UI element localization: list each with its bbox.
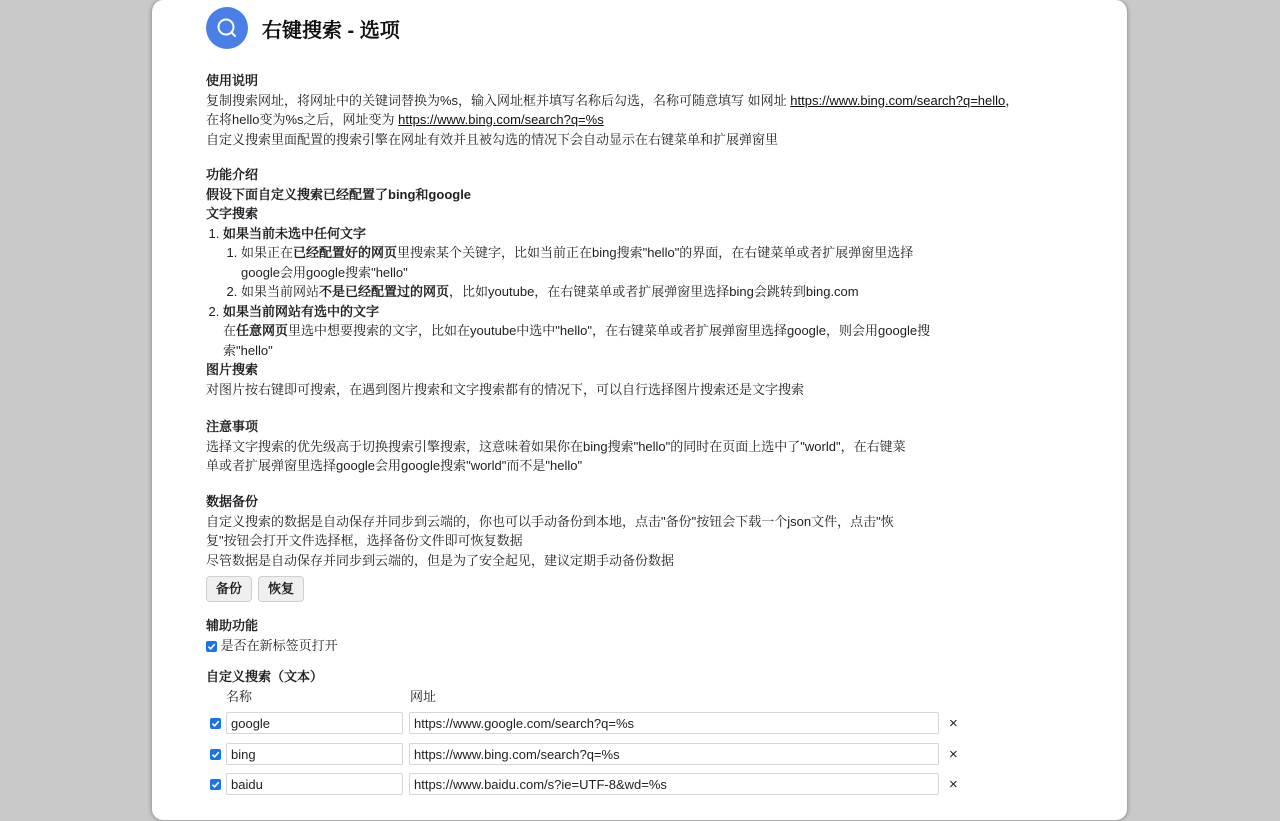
close-icon[interactable]: ×	[949, 745, 958, 763]
search-row	[210, 742, 958, 766]
col-url-header: 网址	[410, 689, 437, 704]
search-row	[210, 711, 958, 735]
col-name-header: 名称	[226, 689, 253, 704]
feature-subitem-1-b: 已经配置好的网页	[293, 245, 398, 260]
usage-line-1-text: 复制搜索网址，将网址中的关键词替换为%s，输入网址框并填写名称后勾选，名称可随意填写 如网址	[206, 92, 791, 108]
feature-subitem-2-c: ，比如youtube，在右键菜单或者扩展弹窗里选择bing会跳转到bing.com	[449, 284, 859, 299]
close-icon[interactable]: ×	[949, 714, 958, 732]
usage-line-1	[206, 91, 1066, 111]
feature-subitem-2-b: 不是已经配置过的网页	[319, 284, 450, 299]
features-assumption: 假设下面自定义搜索已经配置了bing和google	[206, 186, 472, 202]
feature-item-1	[223, 224, 936, 302]
bing-example-link[interactable]: https://www.bing.com/search?q=hello	[790, 92, 1006, 108]
search-row	[210, 772, 958, 796]
backup-section	[206, 492, 916, 602]
usage-section	[206, 71, 1066, 149]
feature-subitem-1-a: 如果正在	[241, 245, 294, 260]
feature-list	[206, 224, 936, 361]
feature-item-2-c: 里选中想要搜索的文字，比如在youtube中选中"hello"，在右键菜单或者扩展弹窗里选择google，则会用google搜索"hello"	[223, 323, 931, 358]
row-url-input[interactable]: https://www.bing.com/search?q=%s	[409, 743, 939, 765]
page-header	[206, 8, 400, 48]
new-tab-label: 是否在新标签页打开	[220, 637, 338, 653]
features-heading: 功能介绍	[206, 167, 259, 182]
custom-search-heading-wrap	[206, 667, 606, 687]
backup-button[interactable]: 备份	[206, 576, 252, 602]
backup-heading: 数据备份	[206, 494, 259, 509]
page-title: 右键搜索 - 选项	[262, 19, 400, 42]
bing-template-link[interactable]: https://www.bing.com/search?q=%s	[398, 112, 604, 127]
usage-line-2-text: 在将hello变为%s之后，网址变为	[206, 112, 399, 127]
feature-item-2-a: 在	[223, 323, 237, 338]
feature-item-1-title: 如果当前未选中任何文字	[223, 225, 367, 241]
image-search-heading: 图片搜索	[206, 362, 259, 377]
row-url-input[interactable]: https://www.baidu.com/s?ie=UTF-8&wd=%s	[409, 773, 939, 795]
feature-sublist	[223, 243, 936, 302]
notes-heading: 注意事项	[206, 419, 259, 434]
feature-item-2-title: 如果当前网站有选中的文字	[223, 303, 380, 319]
feature-subitem-2	[241, 282, 936, 302]
feature-item-2	[223, 302, 936, 361]
features-section	[206, 165, 936, 399]
assist-section	[206, 616, 606, 655]
backup-buttons	[206, 576, 916, 602]
assist-heading: 辅助功能	[206, 618, 259, 633]
row-name-input[interactable]: google	[226, 712, 403, 734]
backup-text-2: 尽管数据是自动保存并同步到云端的，但是为了安全起见，建议定期手动备份数据	[206, 552, 675, 568]
row-checkbox[interactable]	[210, 779, 221, 790]
image-search-desc: 对图片按右键即可搜索，在遇到图片搜索和文字搜索都有的情况下，可以自行选择图片搜索还是文字搜索	[206, 381, 805, 397]
row-url-input[interactable]: https://www.google.com/search?q=%s	[409, 712, 939, 734]
row-name-input[interactable]: bing	[226, 743, 403, 765]
backup-text-1: 自定义搜索的数据是自动保存并同步到云端的，你也可以手动备份到本地，点击"备份"按钮会下载一个json文件，点击"恢复"按钮会打开文件选择框，选择备份文件即可恢复数据	[206, 513, 894, 548]
options-panel	[151, 0, 1128, 821]
usage-line-2	[206, 110, 1066, 130]
text-search-heading: 文字搜索	[206, 206, 259, 221]
notes-section	[206, 417, 916, 476]
new-tab-option[interactable]	[206, 636, 606, 656]
row-name-input[interactable]: baidu	[226, 773, 403, 795]
close-icon[interactable]: ×	[949, 775, 958, 793]
feature-subitem-1-c: 里搜索某个关键字，比如当前正在bing搜索"hello"的界面，在右键菜单或者扩展弹窗里选择google会用google搜索"hello"	[241, 245, 914, 280]
feature-item-2-b: 任意网页	[236, 323, 289, 338]
usage-heading: 使用说明	[206, 73, 259, 88]
restore-button[interactable]: 恢复	[258, 576, 304, 602]
notes-text: 选择文字搜索的优先级高于切换搜索引擎搜索，这意味着如果你在bing搜索"hello"的同时在页面上选中了"world"，在右键菜单或者扩展弹窗里选择google会用google搜索"world"而不是"hello"	[206, 438, 906, 473]
search-icon	[206, 7, 248, 49]
new-tab-checkbox[interactable]	[206, 641, 217, 652]
row-checkbox[interactable]	[210, 749, 221, 760]
usage-line-3: 自定义搜索里面配置的搜索引擎在网址有效并且被勾选的情况下会自动显示在右键菜单和扩展弹窗里	[206, 131, 779, 147]
feature-subitem-2-a: 如果当前网站	[241, 284, 320, 299]
row-checkbox[interactable]	[210, 718, 221, 729]
custom-search-heading: 自定义搜索（文本）	[206, 669, 324, 684]
usage-line-1-suffix: ，	[1005, 92, 1019, 108]
feature-subitem-1	[241, 243, 936, 282]
